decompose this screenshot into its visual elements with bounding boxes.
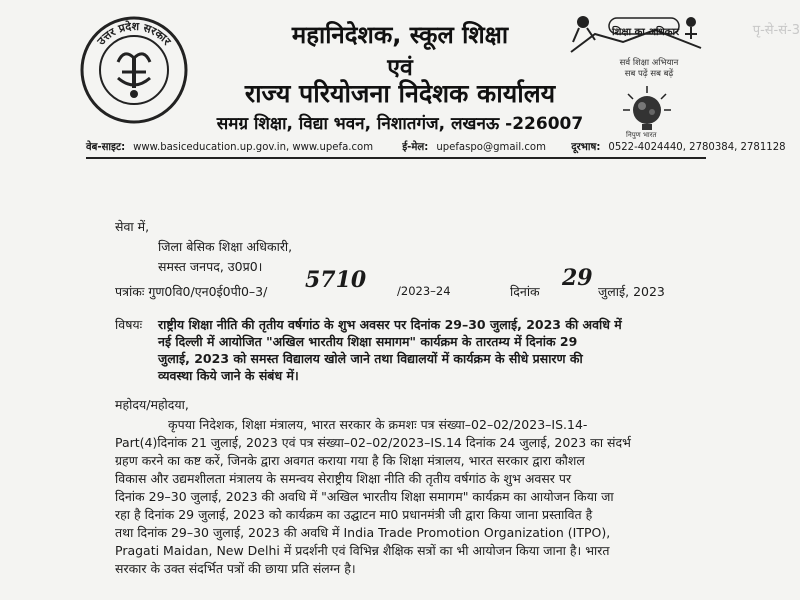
addressee-to: सेवा में, [115,219,150,234]
abhiyan-line1: सर्व शिक्षा अभियान [619,58,679,68]
body-line: कृपया निदेशक, शिक्षा मंत्रालय, भारत सरकार के क्रमशः पत्र संख्या–02–02/2023–IS.14- [168,417,588,432]
right-to-education-text: शिक्षा का अधिकार [612,27,680,38]
office-title-line2: एवं [387,55,413,81]
body-line: तथा दिनांक 29–30 जुलाई, 2023 की अवधि में India Trade Promotion Organization (ITPO), [115,525,611,540]
addressee-line2: समस्त जनपद, उ0प्र0। [158,259,263,274]
seal-text: उत्तर प्रदेश सरकार [94,19,174,48]
header-divider [86,157,706,159]
svg-text:उत्तर प्रदेश सरकार [94,19,174,48]
sarva-shiksha-abhiyan-text [614,58,684,80]
body-line: रहा है दिनांक 29 जुलाई, 2023 को कार्यक्रम का उद्घाटन मा0 प्रधानमंत्री जी द्वारा किया जाना प्रस्तावित है [115,507,593,522]
abhiyan-line2: सब पढ़ें सब बढ़ें [624,69,674,79]
subject-line3: जुलाई, 2023 को समस्त विद्यालय खोले जाने तथा विद्यालयों में कार्यक्रम के सीधे प्रसारण की [158,351,583,366]
office-title-line1: महानिदेशक, स्कूल शिक्षा [291,21,509,49]
up-government-seal-icon [78,14,190,126]
subject-line4: व्यवस्था किये जाने के संबंध में। [158,368,299,383]
website-value[interactable]: www.basiceducation.up.gov.in, www.upefa.com [133,141,374,153]
body-line: Part(4)दिनांक 21 जुलाई, 2023 एवं पत्र संख्या–02–02/2023–IS.14 दिनांक 24 जुलाई, 2023 का संदर्भ [115,435,631,450]
nipun-bharat-text: निपुण भारत [626,131,657,139]
email-label: ई-मेल: [402,141,429,153]
nipun-bharat-logo-icon [622,84,672,134]
body-line: दिनांक 29–30 जुलाई, 2023 की अवधि में "अखिल भारतीय शिक्षा समागम" कार्यक्रम का आयोजन किया जा [115,489,614,504]
office-address: समग्र शिक्षा, विद्या भवन, निशातगंज, लखनऊ -226007 [216,114,584,134]
email-value[interactable]: upefaspo@gmail.com [436,141,546,153]
date-rest: जुलाई, 2023 [598,284,665,299]
salutation: महोदय/महोदया, [115,397,189,412]
phone-label: दूरभाष: [571,141,601,153]
body-line: ग्रहण करने का कष्ट करें, जिनके द्वारा अवगत कराया गया है कि शिक्षा मंत्रालय, भारत सरकार द्वारा कौशल [115,453,585,468]
reference-label: पत्रांकः गुण0वि0/एन0ई0पी0–3/ [115,284,268,299]
date-day-handwritten: 29 [562,265,593,291]
body-line: सरकार के उक्त संदर्भित पत्रों की छाया प्रति संलग्न है। [115,561,356,576]
date-label: दिनांक [510,284,540,299]
body-line: Pragati Maidan, New Delhi में प्रदर्शनी एवं विभिन्न शैक्षिक सत्रों का भी आयोजन किया जाना है। भारत [115,543,610,558]
office-title-line3: राज्य परियोजना निदेशक कार्यालय [244,79,556,108]
phone-value: 0522-4024440, 2780384, 2781128 [608,141,786,153]
faded-page-mark: पृ-से-सं-3 [752,23,800,38]
subject-line2: नई दिल्ली में आयोजित "अखिल भारतीय शिक्षा समागम" कार्यक्रम के तारतम्य में दिनांक 29 [158,334,578,349]
body-line: विकास और उद्यमशीलता मंत्रालय के समन्वय सेराष्ट्रीय शिक्षा नीति की तृतीय वर्षगांठ के शुभ अवसर पर [115,471,572,486]
website-label: वेब-साइट: [86,141,126,153]
reference-suffix: /2023–24 [397,284,451,298]
subject-line1: राष्ट्रीय शिक्षा नीति की तृतीय वर्षगांठ के शुभ अवसर पर दिनांक 29–30 जुलाई, 2023 की अवधि में [158,317,622,332]
reference-number-handwritten: 5710 [305,267,367,293]
addressee-line1: जिला बेसिक शिक्षा अधिकारी, [158,239,293,254]
subject-label: विषयः [115,317,143,332]
contact-line [86,140,786,154]
